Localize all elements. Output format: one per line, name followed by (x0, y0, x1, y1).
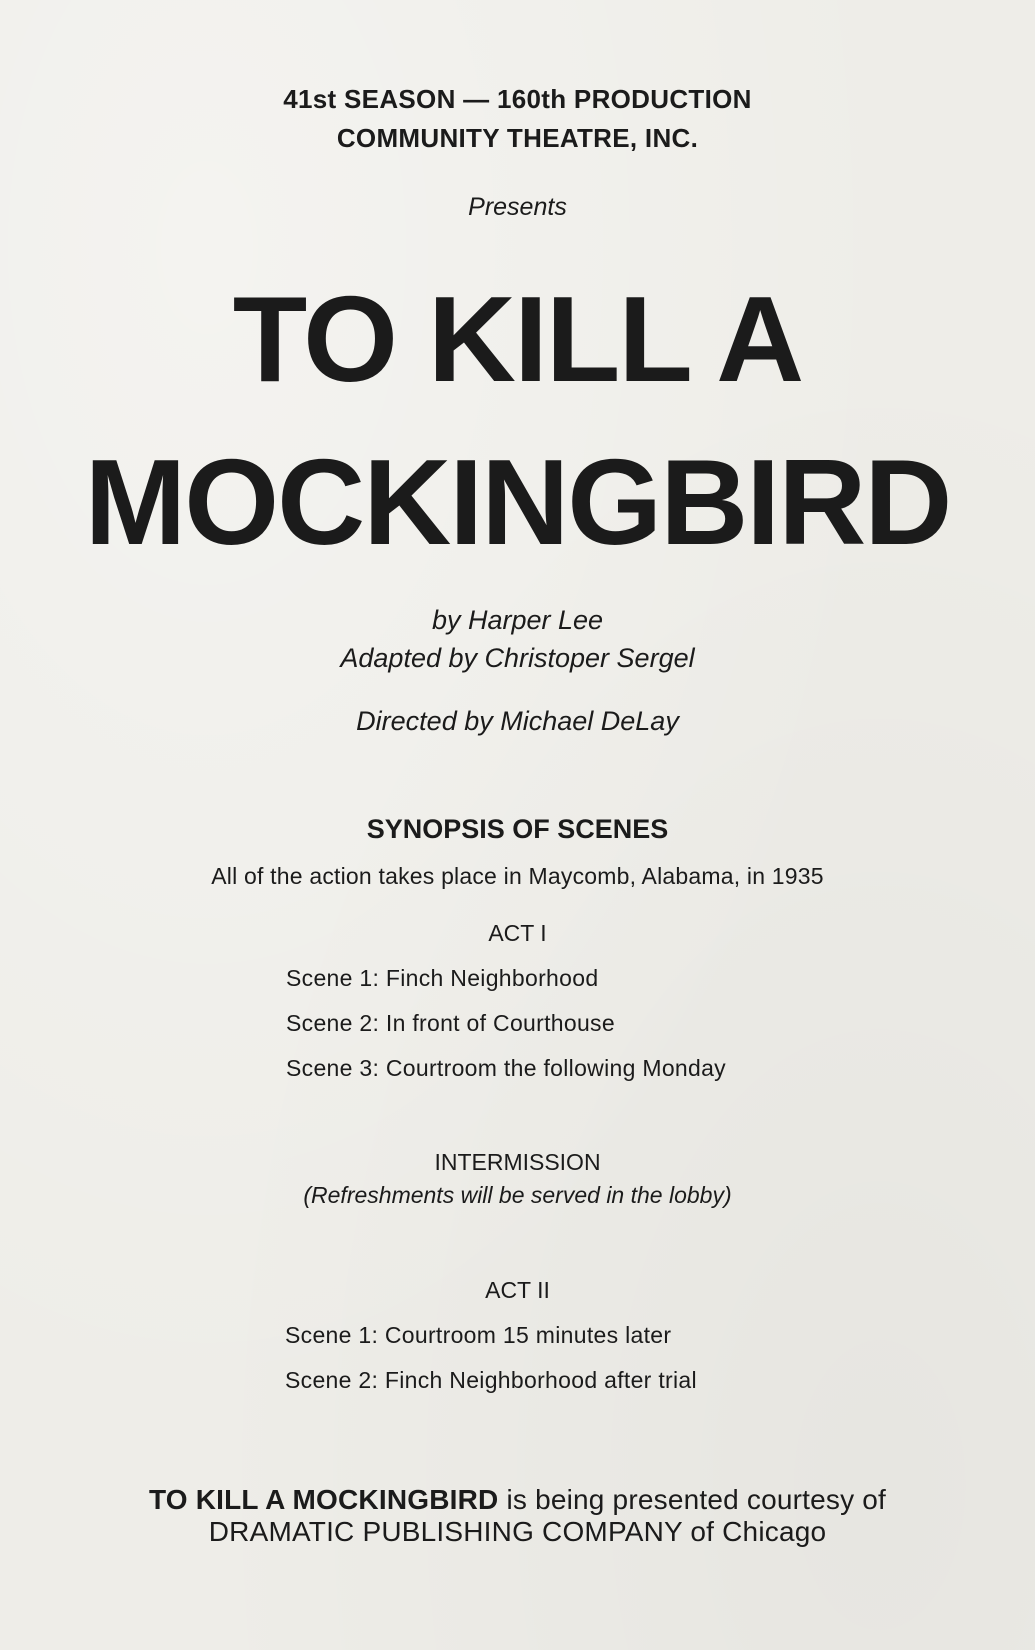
footer-courtesy-text: is being presented courtesy of (498, 1484, 887, 1515)
presents-text: Presents (468, 193, 567, 221)
act-1-scene-3: Scene 3: Courtroom the following Monday (286, 1055, 726, 1081)
director-credit: Directed by Michael DeLay (356, 706, 679, 736)
play-title-line-2: MOCKINGBIRD (84, 434, 951, 570)
play-title-line-1: TO KILL A (232, 271, 803, 407)
footer-line-1 (0, 1484, 1035, 1516)
act-1-scene-2: Scene 2: In front of Courthouse (286, 1010, 615, 1036)
author-credit: by Harper Lee (431, 605, 604, 635)
intermission-note: (Refreshments will be served in the lobby) (303, 1182, 732, 1208)
act-2-label: ACT II (485, 1277, 550, 1303)
company-name: COMMUNITY THEATRE, INC. (336, 123, 699, 153)
footer-play-title: TO KILL A MOCKINGBIRD (148, 1484, 499, 1515)
act-1-scene-1: Scene 1: Finch Neighborhood (286, 965, 599, 991)
act-2-scene-2: Scene 2: Finch Neighborhood after trial (285, 1367, 697, 1393)
setting-text: All of the action takes place in Maycomb, Alabama, in 1935 (211, 863, 824, 889)
footer-publisher: DRAMATIC PUBLISHING COMPANY of Chicago (208, 1516, 827, 1547)
adapter-credit: Adapted by Christoper Sergel (340, 643, 695, 673)
intermission-label: INTERMISSION (434, 1149, 601, 1175)
synopsis-heading: SYNOPSIS OF SCENES (366, 814, 669, 844)
act-1-label: ACT I (488, 920, 547, 946)
season-line: 41st SEASON — 160th PRODUCTION (283, 84, 752, 114)
act-2-scene-1: Scene 1: Courtroom 15 minutes later (285, 1322, 672, 1348)
